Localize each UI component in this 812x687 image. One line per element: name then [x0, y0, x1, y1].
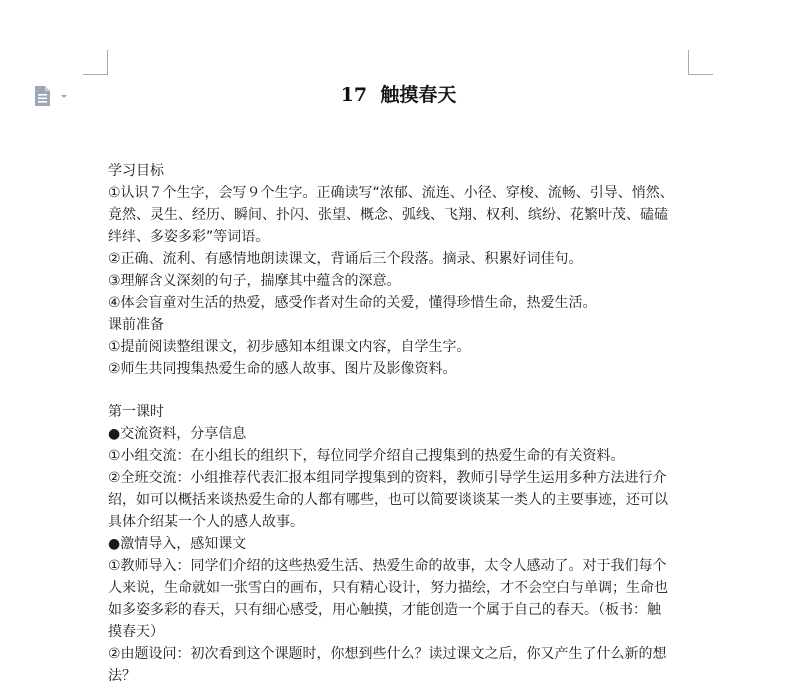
document-line: 学习目标 — [108, 163, 164, 179]
document-line: 如多姿多彩的春天，只有细心感受，用心触摸，才能创造一个属于自己的春天。（板书：触 — [108, 602, 661, 618]
document-line: ①小组交流：在小组长的组织下，每位同学介绍自己搜集到的热爱生命的有关资料。 — [108, 448, 625, 464]
document-line: ①提前阅读整组课文，初步感知本组课文内容，自学生字。 — [108, 339, 471, 355]
document-line: 具体介绍某一个人的感人故事。 — [108, 514, 304, 530]
document-line: 第一课时 — [108, 404, 164, 420]
document-line: ①认识７个生字，会写９个生字。正确读写“浓郁、流连、小径、穿梭、流畅、引导、悄然、 — [108, 185, 674, 201]
document-line: 人来说，生命就如一张雪白的画布，只有精心设计，努力描绘，才不会空白与单调；生命也 — [108, 580, 668, 596]
document-line: ●激情导入，感知课文 — [108, 536, 247, 552]
blank-line — [108, 380, 692, 401]
document-line: 摸春天） — [108, 624, 164, 640]
document-line: ④体会盲童对生活的热爱，感受作者对生命的关爱，懂得珍惜生命，热爱生活。 — [108, 295, 597, 311]
document-line: ②全班交流：小组推荐代表汇报本组同学搜集到的资料，教师引导学生运用多种方法进行介 — [108, 470, 667, 486]
document-line: ②由题设问：初次看到这个课题时，你想到些什么？读过课文之后，你又产生了什么新的想 — [108, 646, 667, 662]
document-line: ●交流资料，分享信息 — [108, 426, 247, 442]
document-body — [108, 160, 692, 687]
document-line: ③理解含义深刻的句子，揣摩其中蕴含的深意。 — [108, 273, 401, 289]
document-line: ①教师导入：同学们介绍的这些热爱生活、热爱生命的故事，太令人感动了。对于我们每个 — [108, 558, 667, 574]
document-line: ②师生共同搜集热爱生命的感人故事、图片及影像资料。 — [108, 361, 457, 377]
document-line: 绊绊、多姿多彩”等词语。 — [108, 229, 270, 245]
document-line: 绍，如可以概括来谈热爱生命的人都有哪些，也可以简要谈谈某一类人的主要事迹，还可以 — [108, 492, 668, 508]
page-corner-mark-top-left — [83, 50, 108, 75]
page-corner-mark-top-right — [688, 50, 713, 75]
document-line: 竟然、灵生、经历、瞬间、扑闪、张望、概念、弧线、飞翔、权利、缤纷、花繁叶茂、磕磕 — [108, 207, 668, 223]
document-title: 17 触摸春天 — [340, 84, 457, 106]
document-line: 课前准备 — [108, 317, 164, 333]
document-line: 法？ — [108, 668, 136, 684]
document-line: ②正确、流利、有感情地朗读课文，背诵后三个段落。摘录、积累好词佳句。 — [108, 251, 583, 267]
